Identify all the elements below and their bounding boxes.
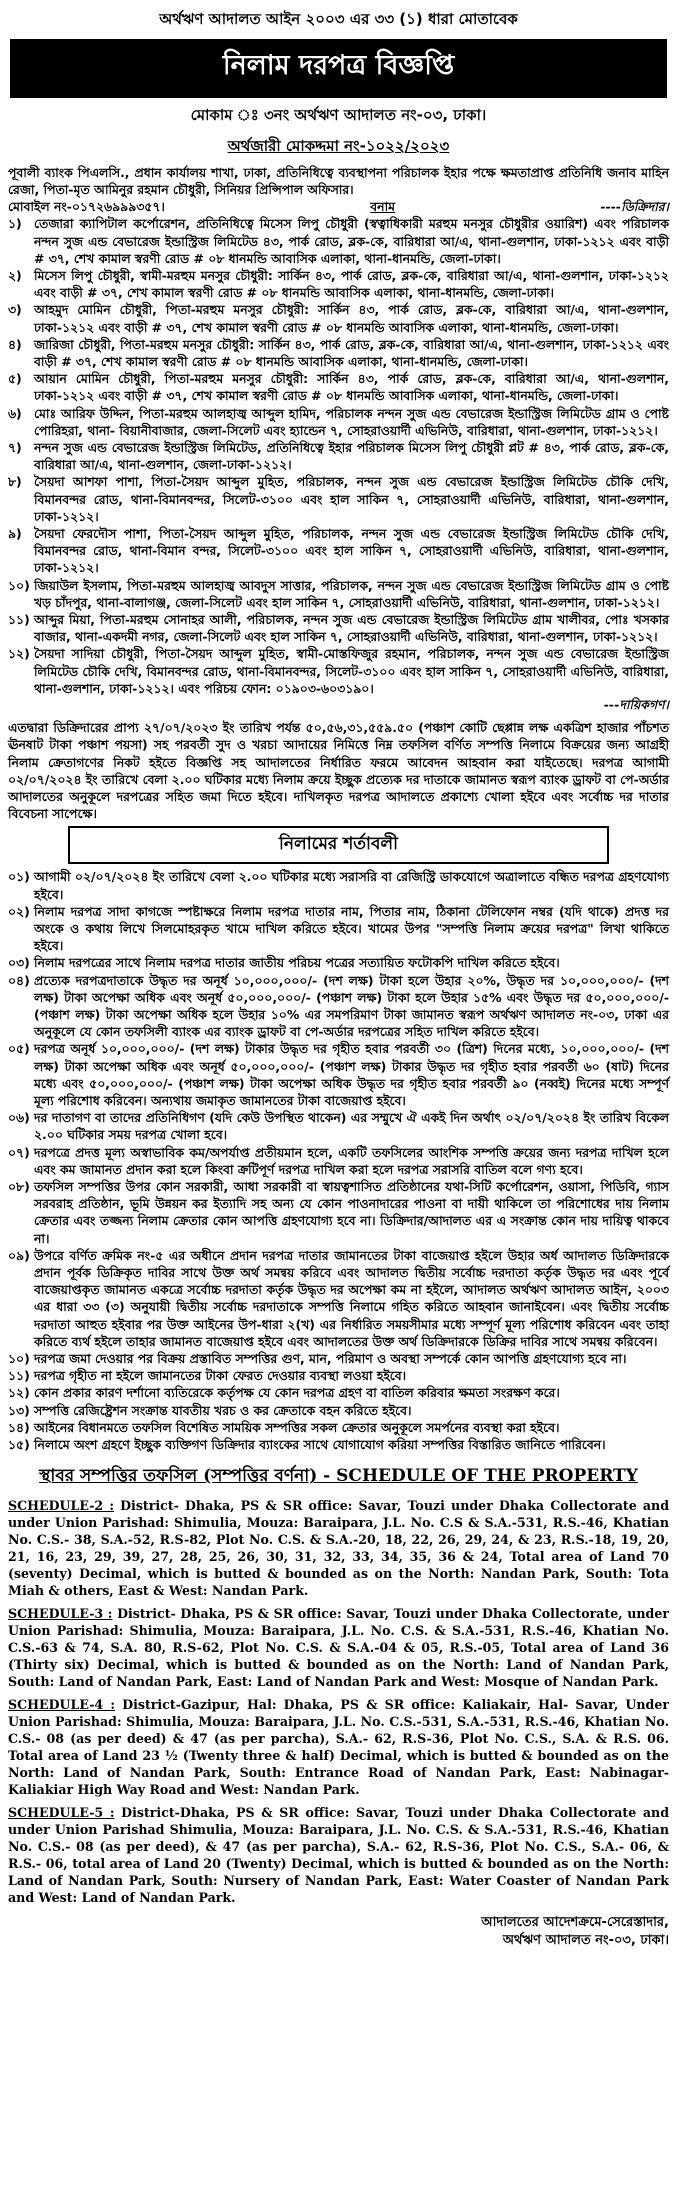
condition-item-text: দরপত্র জমা দেওয়ার পর বিক্রয় প্রস্তাবিত সম্পত্তির গুণ, মান, পরিমাণ ও অবস্থা সম্পর্কে কোন আপত্তি গ্রহণযোগ্য হবে না।	[34, 1351, 627, 1366]
defendant-item-text: জিয়াউল ইসলাম, পিতা-মরহুম আলহাজ্ব আবদুস সাত্তার, পরিচালক, নন্দন সুজ এন্ড বেভারেজ ইন্ডাস্ট্রিজ লিমিটেড গ্রাম ও পোষ্ট খড় চাঁদপুর, থানা-বালাগঞ্জ, জেলা-সিলেট এবং হাল সাকিন ৭, সোহরাওয়ার্দী এভিনিউ, বারিধারা, থানা-গুলশান, ঢাকা-১২১২।	[34, 577, 669, 610]
condition-item	[8, 1178, 669, 1247]
defendant-item	[8, 439, 669, 473]
signature-line-2: অর্থঋণ আদালত নং-০৩, ঢাকা।	[502, 1933, 669, 1949]
condition-item-number: ০৩)	[8, 955, 30, 971]
condition-item-number: ০২)	[8, 903, 30, 919]
defendant-item-text: তেজারা ক্যাপিটাল কর্পোরেশন, প্রতিনিধিত্বে মিসেস লিপু চৌধুরী (স্বত্বাধিকারী মরহুম মনসুর চৌধুরীর ওয়ারিশ) এবং পরিচালক নন্দন সুজ এন্ড বেভারেজ ইন্ডাস্ট্রিজ লিমিটেড ৪৩, পার্ক রোড, ব্লক-কে, বারিধারা আ/এ, থানা-গুলশান, ঢাকা-১২১২ এবং বাড়ী # ৩৭, শেখ কামাল স্বরণী রোড # ০৮ ধানমন্ডি আবাসিক এলাকা, থানা-ধানমন্ডি, জেলা-ঢাকা।	[34, 216, 669, 266]
condition-item-number: ০৮)	[8, 1178, 30, 1194]
condition-item-text: প্রত্যেক দরপত্রদাতাকে উদ্ধৃত দর অনূর্ধ ১০,০০০,০০০/- (দশ লক্ষ) টাকা হলে উহার ২০%, উদ্ধৃত দর ১০,০০০,০০০/- (দশ লক্ষ) টাকা অপেক্ষা অধিক এবং অনূর্ধ ৫০,০০০,০০০/- (পঞ্চাশ লক্ষ) টাকা হলে উহার ১৫% এবং উদ্ধৃত দর ৫০,০০০,০০০/- (পঞ্চাশ লক্ষ) টাকা অপেক্ষা অধিক হলে উহার ১০% এর সমপরিমাণ টাকা জামানত স্বরূপ অর্থঋণ আদালত নং-০৩, ঢাকা এর অনুকূলে যে কোন তফসিলী ব্যাংক এর ব্যাংক ড্রাফট বা পে-অর্ডার দরপত্রের সহিত দাখিল করিতে হইবে।	[34, 972, 669, 1040]
defendant-list	[8, 215, 669, 697]
condition-item-number: ০৯)	[8, 1247, 30, 1263]
condition-item-text: আইনের বিধানমতে তফসিল বিশেষিত সাময়িক সম্পত্তির সকল ক্রেতার অনুকূলে সমর্পনের ব্যবস্থা করা হইবে।	[34, 1419, 560, 1435]
defendant-item-number: ৫)	[8, 371, 22, 387]
notice-title: নিলাম দরপত্র বিজ্ঞপ্তি	[10, 39, 667, 98]
condition-item-text: নিলাম দরপত্র সাদা কাগজে স্পষ্টাক্ষরে নিলাম দরপত্র দাতার নাম, পিতার নাম, ঠিকানা টেলিফোন নম্বর (যদি থাকে) প্রদত্ত দর অংকে ও কথায় লিখে সিলমোহরকৃত খামে দাখিল করিতে হইবে। খামের উপর "সম্পত্তি নিলাম ক্রয়ের দরপত্র" লিখা থাকিতে হইবে।	[34, 903, 669, 954]
plaintiff-text: পূবালী ব্যাংক পিএলসি., প্রধান কার্যালয় শাখা, ঢাকা, প্রতিনিধিত্বে ব্যবস্থাপনা পরিচালক ইহার পক্ষে ক্ষমতাপ্রাপ্ত প্রতিনিধি জনাব মাহিন রেজা, পিতা-মৃত আমিনুর রহমান চৌধুরী, সিনিয়র প্রিন্সিপাল অফিসার।	[8, 165, 669, 198]
condition-item-text: সম্পত্তি রেজিষ্ট্রেশন সংক্রান্ত যাবতীয় খরচ ও কর ক্রেতাকে বহন করিতে হইবে।	[34, 1402, 412, 1418]
defendant-item	[8, 525, 669, 577]
defendant-item-text: আহমুদ মোমিন চৌধুরী, পিতা-মরহুম মনসুর চৌধুরী: সার্কিন ৪৩, পার্ক রোড, ব্লক-কে, বারিধারা আ/এ, থানা-গুলশান, ঢাকা-১২১২ এবং বাড়ী # ৩৭, শেখ কামাল স্বরণী রোড # ০৮ ধানমন্ডি আবাসিক এলাকা, থানা-ধানমন্ডি, জেলা-ঢাকা।	[34, 302, 669, 335]
defendant-item-number: ৯)	[8, 526, 22, 542]
schedule-heading: SCHEDULE-2 :	[8, 1498, 114, 1514]
condition-item-number: ০৪)	[8, 972, 30, 988]
condition-item-text: তফসিল সম্পত্তির উপর কোন সরকারী, আধা সরকারী বা স্বায়ত্বশাসিত প্রতিষ্ঠানের যথা-সিটি কর্পোরেশন, ওয়াসা, পিডিবি, গ্যাস সরবরাহ প্রতিষ্ঠান, ভূমি উন্নয়ন কর ইত্যাদি সহ অন্য যে কোন পাওনাদারের পাওনা বা দায়ী থাকিলে তা পরিশোধের দায় নিলাম ক্রেতার এবং তজ্জন্য নিলাম ক্রেতার কোন আপত্তি গ্রহণযোগ্য হবে না। ডিক্রিদার/আদালত এর এ সংক্রান্ত কোন দায় দায়িত্ব থাকবে না।	[34, 1178, 669, 1246]
schedule-text: District- Dhaka, PS & SR office: Savar, Touzi under Dhaka Collectorate and under Union Parishad: Shimulia, Mouza: Baraipara, J.L. No. C.S & S.A.-531, R.S.-46, Khatian No. C.S.- 38, S.A.-52, R.S-82, Plot No. C.S. & S.A.-20, 18, 22, 26, 29, 24, & 23, R.S.-18, 19, 20, 21, 16, 23, 29, 39, 27, 28, 25, 26, 30, 31, 32, 33, 34, 35, 36 & 24, Total area of Land 70 (seventy) Decimal, which is butted & bounded as on the North: Nandan Park, South: Tota Miah & others, East & West: Nandan Park.	[8, 1498, 669, 1599]
condition-item-number: ০৬)	[8, 1110, 30, 1126]
case-number: অর্থজারী মোকদ্দমা নং-১০২২/২০২৩	[227, 137, 450, 155]
defendant-item-number: ১১)	[8, 612, 30, 628]
signature-block	[8, 1914, 669, 1950]
conditions-list	[8, 868, 669, 1453]
condition-item	[8, 972, 669, 1041]
condition-item-text: কোন প্রকার কারণ দর্শানো ব্যতিরেকে কর্তৃপক্ষ যে কোন দরপত্র গ্রহণ বা বাতিল করিবার ক্ষমতা সংরক্ষণ করে।	[34, 1385, 560, 1401]
defendant-item-text: মোঃ আরিফ উদ্দিন, পিতা-মরহুম আলহাজ্ব আব্দুল হামিদ, পরিচালক নন্দন সুজ এন্ড বেভারেজ ইন্ডাস্ট্রিজ লিমিটেড গ্রাম ও পোষ্ট পোরিহরা, থানা- বিয়ানীবাজার, জেলা-সিলেট এবং হ্যান্ডেন ৭, সোহরাওয়ার্দী এভিনিউ, বারিধারা, থানা-গুলশান, ঢাকা-১২১২।	[34, 405, 669, 438]
condition-item-number: ০৫)	[8, 1041, 30, 1057]
condition-item-number: ১১)	[8, 1368, 30, 1384]
defendant-item-number: ১২)	[8, 646, 30, 662]
schedule-list	[8, 1497, 669, 1906]
defendant-item-number: ১)	[8, 216, 22, 232]
condition-item-text: নিলামে অংশ গ্রহণে ইচ্ছুক ব্যক্তিগণ ডিক্রিদার ব্যাংকের সাথে যোগাযোগ করিয়া সম্পত্তির বিস্তারিত জানিতে পারিবেন।	[34, 1437, 606, 1453]
condition-item-text: দরপত্রে প্রদত্ত মূল্য অস্বাভাবিক কম/অপর্যাপ্ত প্রতীয়মান হলে, একটি তফসিলের আংশিক সম্পত্তি ক্রয়ের জন্য দরপত্র দাখিল হলে এবং কম জামানত প্রদান করা হলে কিংবা ক্রটিপূর্ণ দরপত্র দাখিল করা হলে দরপত্র সরাসরি বাতিল বলে গণ্য হবে।	[34, 1144, 669, 1177]
schedule-text: District- Dhaka, PS & SR office: Savar, Touzi under Dhaka Collectorate, under Union Parishad: Shimulia, Mouza: Baraipara, J.L. No. C.S. & S.A.-531, R.S.-46, Khatian No. C.S.-63 & 74, S.A. 80, R.S-62, Plot No. C.S. & S.A.-04 & 05, R.S.-05, Total area of Land 36 (Thirty six) Decimal, which is butted & bounded as on the North: Land of Nandan Park, South: Land of Nandan Park, East: Land of Nandan Park and West: Mosque of Nandan Park.	[8, 1606, 670, 1690]
schedule-heading: SCHEDULE-3 :	[8, 1606, 113, 1622]
defendant-item-text: সৈয়দা সাদিয়া চৌধুরী, পিতা-সৈয়দ আব্দুল মুহিত, স্বামী-মোস্তফিজুর রহমান, পরিচালক, নন্দন সুজ এন্ড বেভারেজ ইন্ডাস্ট্রিজ লিমিটেড চৌকি দেখি, বিমানবন্দর রোড, থানা-বিমানবন্দর, সিলেট-৩১০০ এবং হাল সাকিন ৭, সোহরাওয়ার্দী এভিনিউ, বারিধারা, থানা-গুলশান, ঢাকা-১২১২। এবং পরিচয় ফোন: ০১৯০৩-৬০৩১৯০।	[34, 646, 669, 696]
condition-item	[8, 1367, 669, 1384]
condition-item-number: ০১)	[8, 869, 30, 885]
signature-line-1: আদালতের আদেশক্রমে-সেরেস্তাদার,	[481, 1915, 669, 1931]
defendant-item-number: ৮)	[8, 474, 22, 490]
schedule-item	[8, 1605, 669, 1690]
defendant-item	[8, 577, 669, 611]
schedule-text: District-Dhaka, PS & SR office: Savar, Touzi under Dhaka Collectorate and under Union Parishad Shimulia, Mouza: Baraipara, J.L. No. C.S. & S.A.-531, R.S.-46, Khatian No. C.S.- 08 (as per deed), & 47 (as per parcha), S.A.- 62, R.S-36, Plot No. C.S., S.A.- 06, & R.S.- 06, total area of Land 20 (Twenty) Decimal, which is butted & bounded as on the North: Land of Nandan Park, South: Nursery of Nandan Park, East: Water Coaster of Nandan Park and West: Land of Nandan Park.	[8, 1805, 669, 1906]
defendant-item	[8, 370, 669, 404]
defendant-item-number: ২)	[8, 268, 22, 284]
defendant-item-text: নন্দন সুজ এন্ড বেভারেজ ইন্ডাস্ট্রিজ লিমিটেড, প্রতিনিধিত্বে ইহার পরিচালক মিসেস লিপু চৌধুরী প্লট # ৪৩, পার্ক রোড, ব্লক-কে, বারিধারা আ/এ, থানা-গুলশান, জেলা-ঢাকা-১২১২।	[34, 440, 669, 473]
law-reference: অর্থঋণ আদালত আইন ২০০৩ এর ৩৩ (১) ধারা মোতাবেক	[159, 10, 518, 28]
defendant-item	[8, 215, 669, 267]
condition-item	[8, 1419, 669, 1436]
notice-page	[8, 8, 669, 2179]
condition-item-number: ১০)	[8, 1351, 30, 1366]
schedule-item	[8, 1497, 669, 1599]
plaintiff-role: ----ডিক্রিদার।	[600, 199, 669, 215]
schedule-title: স্থাবর সম্পত্তির তফসিল (সম্পত্তির বর্ণনা) - SCHEDULE OF THE PROPERTY	[39, 1466, 638, 1487]
defendant-item-text: আব্দুর মিয়া, পিতা-মরহুম সোনাহর আলী, পরিচালক, নন্দন সুজ এন্ড বেভারেজ ইন্ডাস্ট্রিজ লিমিটেড গ্রাম খালীবর, পোঃ খসকার বাজার, থানা-একদমী নগর, জেলা-সিলেট এবং হাল সাকিন ৭, সোহরাওয়ার্দী এভিনিউ, বারিধারা, থানা-গুলশান, ঢাকা-১২১২।	[34, 612, 669, 645]
defendant-item-text: সৈয়দা ফেরদৌস পাশা, পিতা-সৈয়দ আব্দুল মুহিত, পরিচালক, নন্দন সুজ এন্ড বেভারেজ ইন্ডাস্ট্রিজ লিমিটেড চৌকি দেখি, বিমানবন্দর রোড, থানা-বিমান বন্দর, সিলেট-৩১০০ এবং হাল সাকিন ৭, সোহরাওয়ার্দী এভিনিউ, বারিধারা, থানা-গুলশান, ঢাকা-১২১২।	[34, 526, 669, 576]
condition-item	[8, 903, 669, 955]
defendant-item-text: মিসেস লিপু চৌধুরী, স্বামী-মরহুম মনসুর চৌধুরী: সার্কিন ৪৩, পার্ক রোড, ব্লক-কে, বারিধারা আ/এ, থানা-গুলশান, ঢাকা-১২১২ এবং বাড়ী # ৩৭, শেখ কামাল স্বরণী রোড # ০৮ ধানমন্ডি আবাসিক এলাকা, থানা-ধানমন্ডি, জেলা-ঢাকা।	[34, 268, 669, 301]
condition-item	[8, 1040, 669, 1109]
condition-item-text: নিলাম দরপত্রের সাথে নিলাম দরপত্র দাতার জাতীয় পরিচয় পত্রের সত্যায়িত ফটোকপি দাখিল করিতে হইবে।	[34, 955, 560, 971]
defendant-item	[8, 405, 669, 439]
condition-item-number: ১৪)	[8, 1419, 30, 1435]
schedule-item	[8, 1696, 669, 1798]
condition-item	[8, 1144, 669, 1178]
defendant-item-number: ৬)	[8, 405, 22, 421]
plaintiff-row	[8, 198, 669, 215]
condition-item-text: দরপত্র গৃহীত না হইলে জামানতের টাকা ফেরত দেওয়ার ব্যবস্থা লওয়া হইবে।	[34, 1368, 407, 1384]
defendant-item	[8, 301, 669, 335]
schedule-text: District-Gazipur, Hal: Dhaka, PS & SR office: Kaliakair, Hal- Savar, Under Union Parishad: Shimulia, Mouza: Baraipara, J.L. No. C.S.-531, S.A.-531, R.S.-46, Khatian No. C.S.- 08 (as per deed) & 47 (as per parcha), S.A.- 62, R.S-36, Plot No. C.S., S.A. & R.S. 06. Total area of Land 23 ½ (Twenty three & half) Decimal, which is butted & bounded as on the North: Land of Nandan Park, South: Entrance Road of Nandan Park, East: Nabinagar- Kaliakiar High Way Road and West: Nandan Park.	[8, 1697, 669, 1798]
versus-label: বনাম	[370, 199, 396, 215]
defendant-item-number: ৪)	[8, 336, 22, 352]
conditions-title: নিলামের শর্তাবলী	[68, 826, 609, 864]
condition-item-text: উপরে বর্ণিত ক্রমিক নং-৫ এর অধীনে প্রদান দরপত্র দাতার জামানতের টাকা বাজেয়াপ্ত হইলে উহার অর্ধ আদালত ডিক্রিদারকে প্রদান পূর্বক ডিক্রিকৃত দাবির সাথে উক্ত অর্থ সমন্বয় করিবে এবং আদালত দ্বিতীয় সর্বোচ্চ দরদাতা কর্তৃক উদ্ধৃত দর এবং পূর্বে বাজেয়াপ্তকৃত জামানত একত্রে সর্বোচ্চ দরদাতা কর্তৃক উদ্ধৃত দর অপেক্ষা কম না হইলে, আদালত অর্থঋণ আদালত আইন, ২০০৩ এর ধারা ৩৩ (৩) অনুযায়ী দ্বিতীয় সর্বোচ্চ দরদাতাকে সম্পত্তি নিলামে গহিত করিতে আহবান জানাইবেন। এবং দ্বিতীয় সর্বোচ্চ দরদাতা আহুত হইবার পর উক্ত আইনের উপ-ধারা ২(খ) এর নির্ধারিত সময়সীমার মধ্যে সম্পূর্ণ মূল্য পরিশোধ করিবেন এবং তাহা করিতে ব্যর্থ হইলে তাহার জামানত বাজেয়াপ্ত হইবে এবং আদালতের উক্ত অর্থ ডিক্রিদারকে ডিক্রির দাবির সাথে সমন্বয় করিবেন।	[34, 1247, 669, 1349]
intro-paragraph: এতদ্বারা ডিক্রিদারের প্রাপ্য ২৭/০৭/২০২৩ ইং তারিখ পর্যন্ত ৫০,৫৬,৩১,৫৫৯.৫০ (পঞ্চাশ কোটি ছেপ্পান্ন লক্ষ একত্রিশ হাজার পাঁচশত ঊনষাট টাকা পঞ্চাশ পয়সা) সহ পরবর্তী সুদ ও খরচা আদায়ের নিমিত্তে নিম্ন তফসিল বর্ণিত সম্পত্তি নিলামে বিক্রয়ের জন্য আগ্রহী নিলাম ক্রেতাগণের নিকট হইতে বিজ্ঞপ্তি সহ আদালতের নির্ধারিত ফরমে আবেদন আহবান করা যাইতেছে। দরপত্র আগামী ০২/০৭/২০২৪ ইং তারিখে বেলা ২.০০ ঘটিকার মধ্যে নিলাম ক্রয়ে ইচ্ছুক প্রত্যেক দর দাতাকে জামানত স্বরূপ ব্যাংক ড্রাফট বা পে-অর্ডার আদালতের অনুকূলে দরপত্রের সহিত জমা দিতে হইবে। দাখিলকৃত দরপত্র আদালতে প্রকাশ্যে খোলা হইবে এবং সর্বোচ্চ দর দাতার বিবেচনা সাপেক্ষে।	[8, 720, 669, 822]
condition-item-number: ১৩)	[8, 1402, 30, 1418]
condition-item	[8, 1247, 669, 1350]
condition-item-number: ১২)	[8, 1385, 30, 1401]
defendant-item	[8, 645, 669, 697]
defendant-item-text: সৈয়দা আশফা পাশা, পিতা-সৈয়দ আব্দুল মুহিত, পরিচালক, নন্দন সুজ এন্ড বেভারেজ ইন্ডাস্ট্রিজ লিমিটেড চৌকি দেখি, বিমানবন্দর রোড, থানা-বিমানবন্দর, সিলেট-৩১০০ এবং হাল সাকিন ৭, সোহরাওয়ার্দী এভিনিউ, বারিধারা, থানা-গুলশান, ঢাকা-১২১২।	[34, 474, 669, 524]
condition-item-text: দরপত্র অনূর্ধ ১০,০০০,০০০/- (দশ লক্ষ) টাকার উদ্ধৃত দর গৃহীত হবার পরবর্তী ৩০ (ত্রিশ) দিনের মধ্যে, ১০,০০০,০০০/- (দশ লক্ষ) টাকা অপেক্ষা অধিক এবং অনূর্ধ ৫০,০০০,০০০/- (পঞ্চাশ লক্ষ) টাকার উদ্ধৃত দর গৃহীত হবার পরবর্তী ৬০ (ষাট) দিনের মধ্যে এবং ৫০,০০০,০০০/- (পঞ্চাশ লক্ষ) টাকা অপেক্ষা অধিক উদ্ধৃত দর গৃহীত হবার পরবর্তী ৯০ (নব্বই) দিনের মধ্যে সম্পূর্ণ মূল্য পরিশোধ করিবেন। অন্যথায় জমাকৃত জামানতের টাকা বাজেয়াপ্ত হইবে।	[34, 1041, 669, 1108]
condition-item	[8, 1350, 669, 1367]
condition-item-text: আগামী ০২/০৭/২০২৪ ইং তারিখে বেলা ২.০০ ঘটিকার মধ্যে সরাসরি বা রেজিস্ট্রি ডাকযোগে অত্রালাতে বন্ধিত দরপত্র গ্রহণযোগ্য হইবে।	[34, 869, 669, 902]
defendant-item-text: আয়ান মোমিন চৌধুরী, পিতা-মরহুম মনসুর চৌধুরী: সার্কিন ৪৩, পার্ক রোড, ব্লক-কে, বারিধারা আ/এ, থানা-গুলশান, ঢাকা-১২১২ এবং বাড়ী # ৩৭, শেখ কামাল স্বরণী রোড # ০৮ ধানমন্ডি আবাসিক এলাকা, থানা-ধানমন্ডি, জেলা-ঢাকা।	[34, 371, 669, 404]
defendant-item	[8, 473, 669, 525]
schedule-item	[8, 1804, 669, 1906]
defendant-item	[8, 611, 669, 645]
condition-item	[8, 954, 669, 971]
defendant-item-number: ৩)	[8, 302, 22, 318]
plaintiff-mobile: মোবাইল নং-০১৭২৬৯৯৯৩৫৭।	[8, 199, 165, 215]
condition-item	[8, 1384, 669, 1401]
condition-item-number: ১৫)	[8, 1437, 30, 1453]
condition-item	[8, 868, 669, 902]
schedule-heading: SCHEDULE-5 :	[8, 1805, 115, 1821]
defendant-role: ---দায়িকগণ।	[603, 697, 669, 713]
condition-item-text: দর দাতাগণ বা তাদের প্রতিনিধিগণ (যদি কেউ উপস্থিত থাকেন) এর সম্মুখে ঐ একই দিন অর্থাৎ ০২/০৭/২০২৪ ইং তারিখ বিকেল ২.০০ ঘটিকার সময় দরপত্র খোলা হবে।	[34, 1110, 670, 1143]
condition-item-number: ০৭)	[8, 1144, 30, 1160]
defendant-item	[8, 267, 669, 301]
court-line: মোকাম ঃ ৩নং অর্থঋণ আদালত নং-০৩, ঢাকা।	[190, 106, 487, 124]
defendant-item	[8, 336, 669, 370]
defendant-item-text: জারিজা চৌধুরী, পিতা-মরহুম মনসুর চৌধুরী: সার্কিন ৪৩, পার্ক রোড, ব্লক-কে, বারিধারা আ/এ, থানা-গুলশান, ঢাকা-১২১২ এবং বাড়ী # ৩৭, শেখ কামাল স্বরণী রোড # ০৮ ধানমন্ডি আবাসিক এলাকা, থানা-ধানমন্ডি, জেলা-ঢাকা।	[34, 336, 669, 370]
defendant-item-number: ৭)	[8, 440, 22, 456]
schedule-heading: SCHEDULE-4 :	[8, 1697, 116, 1713]
condition-item	[8, 1402, 669, 1419]
condition-item	[8, 1436, 669, 1453]
condition-item	[8, 1109, 669, 1143]
defendant-item-number: ১০)	[8, 577, 30, 593]
